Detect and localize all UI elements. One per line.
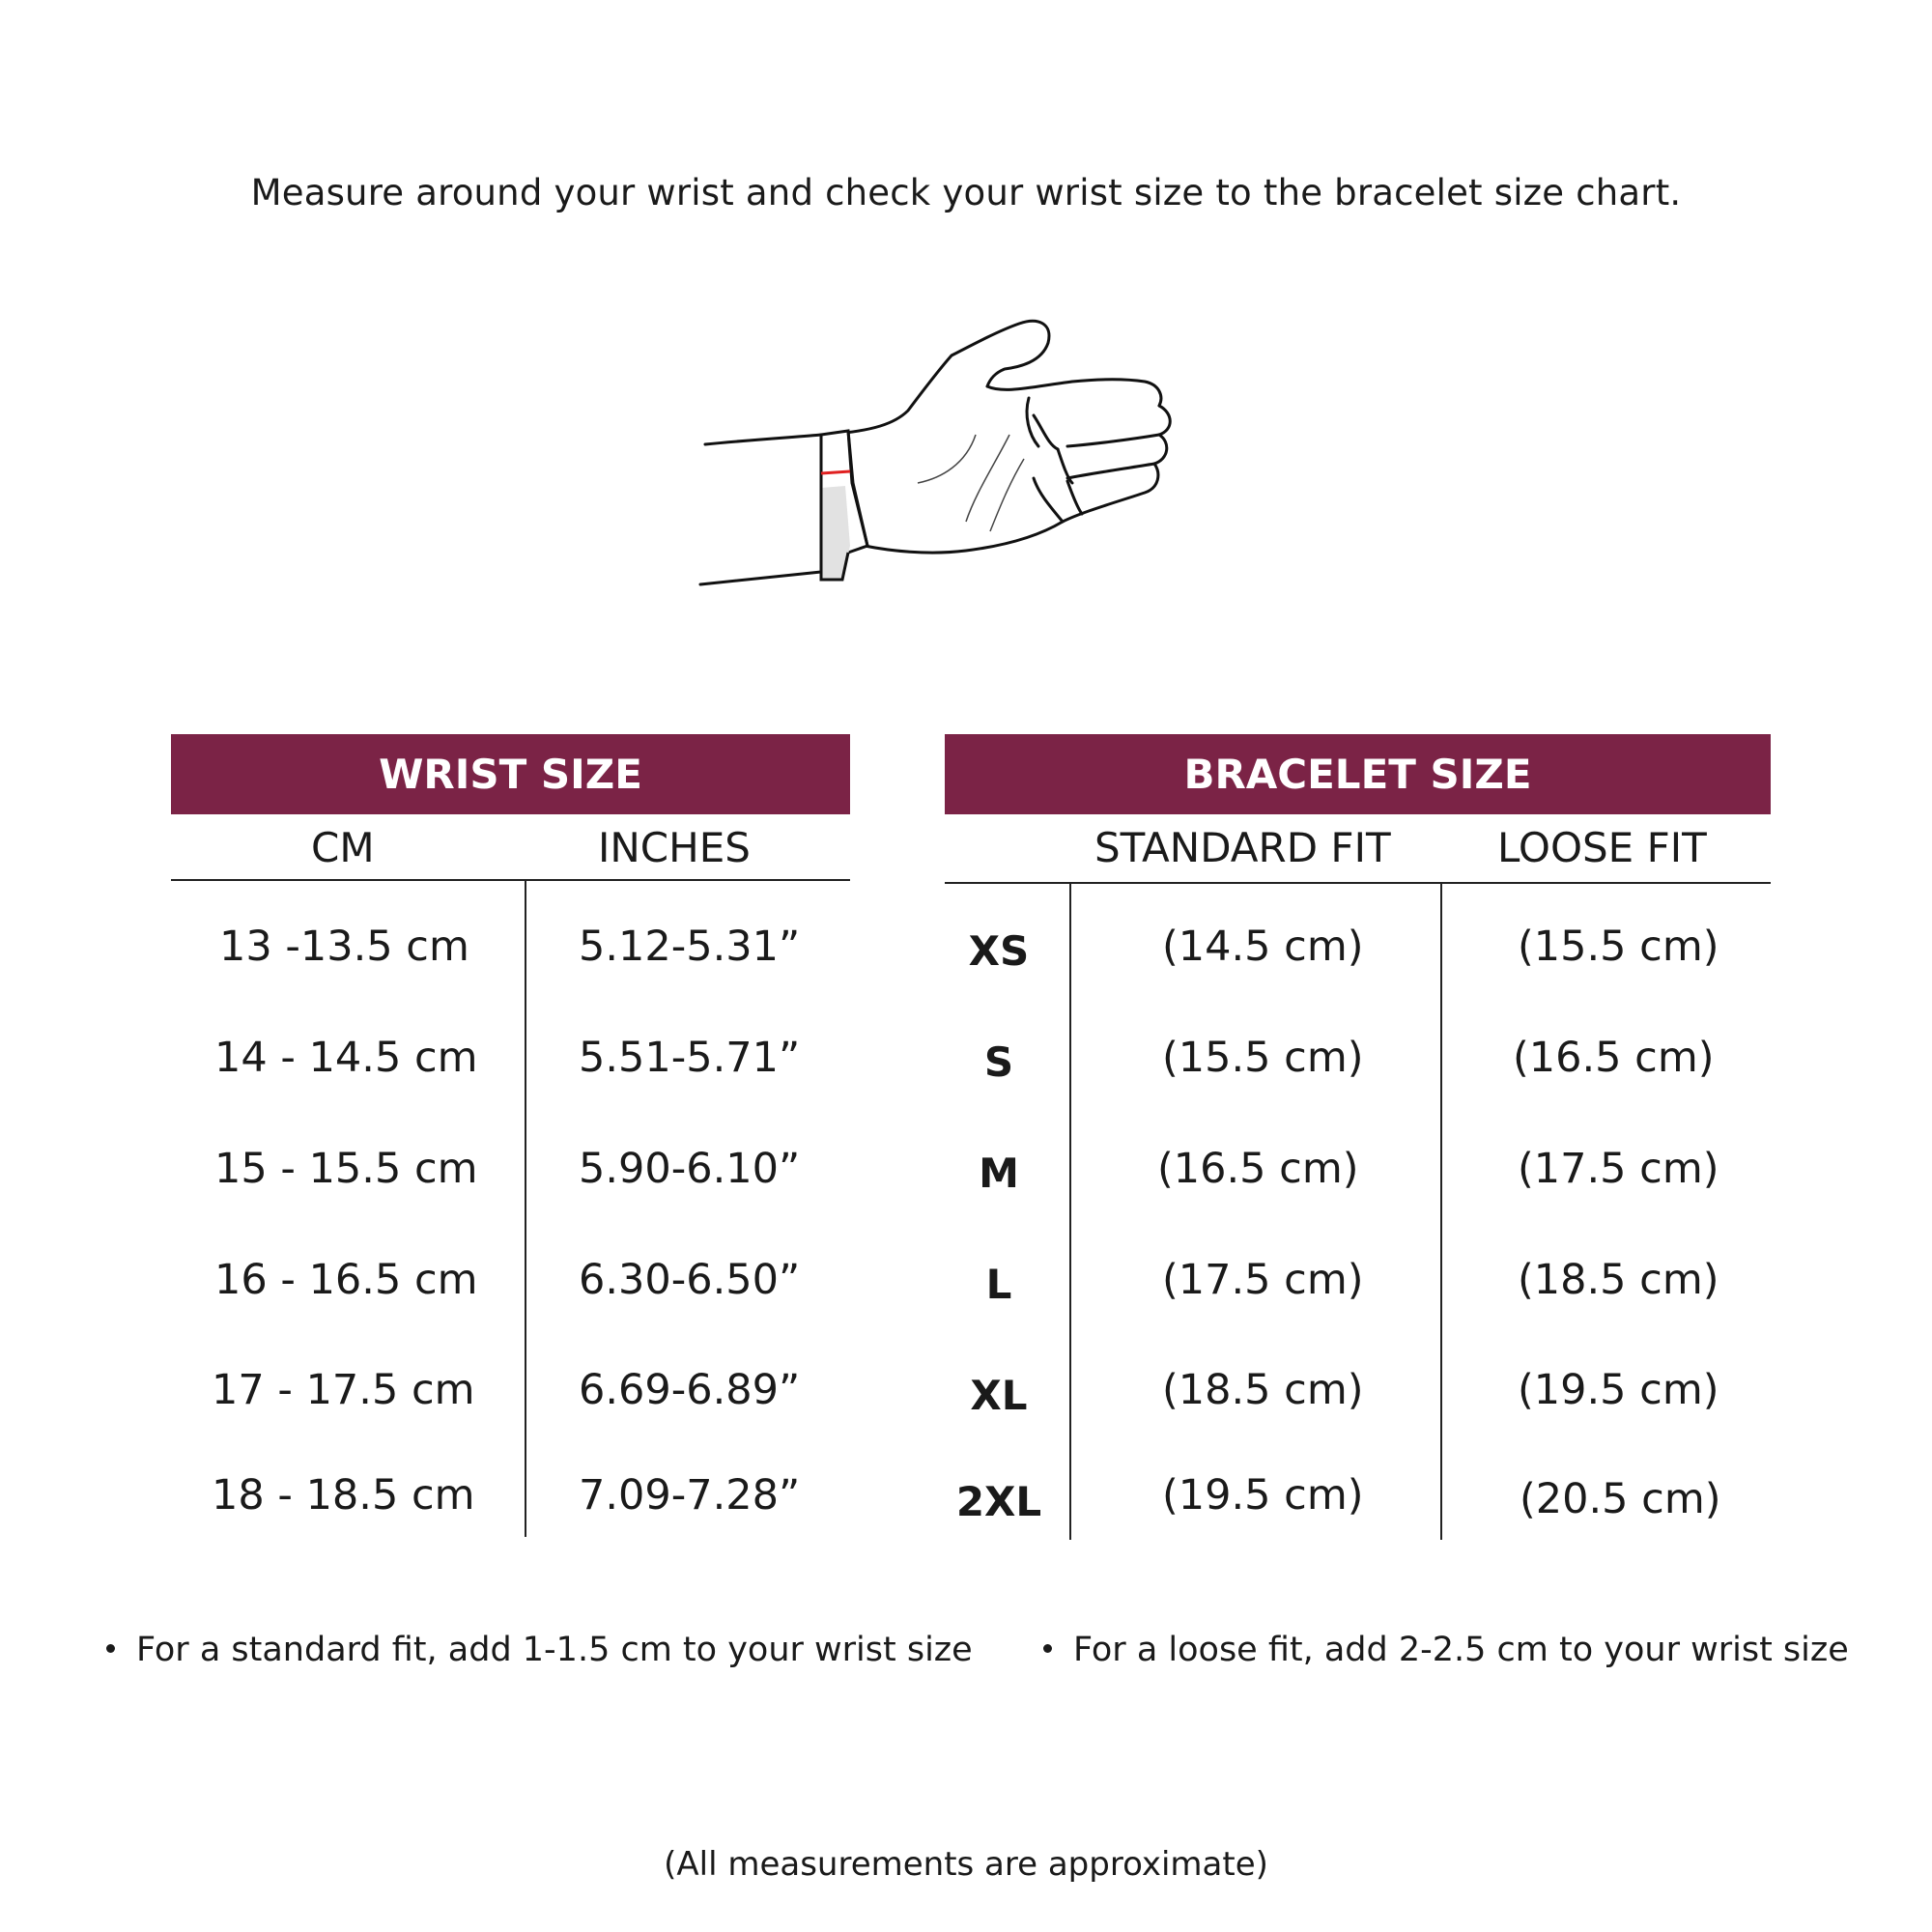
size-label-3: L — [985, 1261, 1012, 1308]
loose-fit-1: (16.5 cm) — [1513, 1034, 1715, 1082]
tape-measure-mark — [821, 471, 850, 473]
wrist-inches-2: 5.90-6.10” — [579, 1145, 801, 1193]
column-header-cm: CM — [311, 824, 375, 871]
wrist-inches-4: 6.69-6.89” — [579, 1366, 801, 1414]
wrist-cm-4: 17 - 17.5 cm — [212, 1366, 475, 1414]
wrist-size-subheader — [171, 814, 850, 882]
wrist-inches-0: 5.12-5.31” — [579, 923, 801, 971]
standard-fit-1: (15.5 cm) — [1162, 1034, 1364, 1082]
standard-fit-3: (17.5 cm) — [1162, 1256, 1364, 1304]
size-label-1: S — [983, 1038, 1014, 1086]
loose-fit-2: (17.5 cm) — [1518, 1145, 1719, 1193]
column-header-inches: INCHES — [598, 824, 751, 871]
loose-fit-5: (20.5 cm) — [1520, 1475, 1721, 1523]
bracelet-column-divider-2 — [1440, 883, 1442, 1540]
hand-outline — [700, 321, 1170, 584]
wrist-cm-5: 18 - 18.5 cm — [212, 1471, 475, 1520]
note-standard-fit — [106, 1631, 973, 1669]
intro-text: Measure around your wrist and check your wrist size to the bracelet size chart. — [250, 172, 1682, 213]
wrist-cm-2: 15 - 15.5 cm — [214, 1145, 478, 1193]
wrist-size-header: WRIST SIZE — [171, 734, 850, 814]
loose-fit-4: (19.5 cm) — [1518, 1366, 1719, 1414]
size-label-4: XL — [970, 1372, 1028, 1419]
bracelet-size-table — [945, 734, 1771, 1525]
wrist-inches-3: 6.30-6.50” — [579, 1256, 801, 1304]
wrist-header-divider — [171, 879, 850, 881]
wrist-size-table — [171, 734, 850, 1520]
measuring-tape — [821, 431, 867, 580]
size-label-2: M — [979, 1150, 1019, 1197]
note-loose-fit-text: For a loose fit, add 2-2.5 cm to your wrist size — [1073, 1631, 1849, 1669]
wrist-cm-0: 13 -13.5 cm — [219, 923, 469, 971]
footer-note: (All measurements are approximate) — [664, 1845, 1268, 1884]
standard-fit-5: (19.5 cm) — [1162, 1471, 1364, 1520]
standard-fit-2: (16.5 cm) — [1157, 1145, 1359, 1193]
loose-fit-3: (18.5 cm) — [1518, 1256, 1719, 1304]
bracelet-column-divider-1 — [1069, 883, 1071, 1540]
wrist-inches-5: 7.09-7.28” — [579, 1471, 801, 1520]
column-header-loose-fit: LOOSE FIT — [1497, 824, 1707, 871]
standard-fit-4: (18.5 cm) — [1162, 1366, 1364, 1414]
loose-fit-0: (15.5 cm) — [1518, 923, 1719, 971]
bullet-icon — [1043, 1644, 1052, 1653]
wrist-measuring-illustration — [676, 290, 1256, 618]
palm-lines — [918, 435, 1024, 531]
note-loose-fit — [1043, 1631, 1849, 1669]
size-label-5: 2XL — [955, 1478, 1042, 1525]
bracelet-size-subheader — [945, 814, 1771, 882]
standard-fit-0: (14.5 cm) — [1162, 923, 1364, 971]
wrist-cm-1: 14 - 14.5 cm — [214, 1034, 478, 1082]
wrist-cm-3: 16 - 16.5 cm — [214, 1256, 478, 1304]
bracelet-size-header: BRACELET SIZE — [945, 734, 1771, 814]
wrist-inches-1: 5.51-5.71” — [579, 1034, 801, 1082]
column-header-standard-fit: STANDARD FIT — [1094, 824, 1391, 871]
size-label-0: XS — [968, 927, 1030, 975]
note-standard-fit-text: For a standard fit, add 1-1.5 cm to your wrist size — [136, 1631, 973, 1669]
wrist-column-divider — [525, 880, 526, 1537]
bullet-icon — [106, 1644, 115, 1653]
